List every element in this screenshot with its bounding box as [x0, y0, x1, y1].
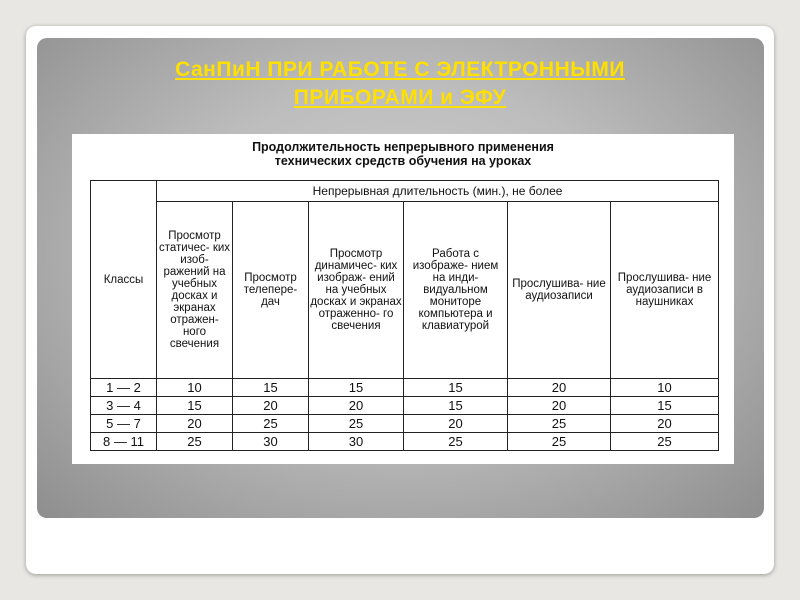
- value-cell: 20: [508, 379, 611, 397]
- col-header-dynamic-images: Просмотр динамичес- ких изображ- ений на учебных досках и экранах отраженно- го свечения: [309, 202, 404, 379]
- duration-table: [90, 180, 719, 451]
- slide-title-line-2: ПРИБОРАМИ и ЭФУ: [293, 86, 507, 109]
- table-image: [72, 134, 734, 464]
- value-cell: 25: [157, 433, 233, 451]
- value-cell: 15: [404, 397, 508, 415]
- value-cell: 20: [157, 415, 233, 433]
- table-caption: [72, 140, 734, 168]
- col-header-tv: Просмотр телепере- дач: [233, 202, 309, 379]
- grade-cell: 1 — 2: [91, 379, 157, 397]
- value-cell: 25: [233, 415, 309, 433]
- grade-cell: 8 — 11: [91, 433, 157, 451]
- value-cell: 15: [233, 379, 309, 397]
- value-cell: 15: [404, 379, 508, 397]
- value-cell: 30: [233, 433, 309, 451]
- slide-title: [60, 56, 740, 112]
- table-row: [91, 433, 719, 451]
- value-cell: 25: [508, 433, 611, 451]
- value-cell: 10: [611, 379, 719, 397]
- value-cell: 10: [157, 379, 233, 397]
- value-cell: 25: [309, 415, 404, 433]
- value-cell: 25: [404, 433, 508, 451]
- value-cell: 20: [611, 415, 719, 433]
- value-cell: 15: [309, 379, 404, 397]
- row-header-grades: Классы: [91, 181, 157, 379]
- grade-cell: 5 — 7: [91, 415, 157, 433]
- slide-title-line-1: СанПиН ПРИ РАБОТЕ С ЭЛЕКТРОННЫМИ: [175, 58, 625, 81]
- col-header-headphones: Прослушива- ние аудиозаписи в наушниках: [611, 202, 719, 379]
- table-caption-line-1: Продолжительность непрерывного применения: [252, 140, 554, 154]
- grade-cell: 3 — 4: [91, 397, 157, 415]
- table-row: [91, 397, 719, 415]
- value-cell: 20: [233, 397, 309, 415]
- col-header-static-images: Просмотр статичес- ких изоб- ражений на учебных досках и экранах отражен- ного свечения: [157, 202, 233, 379]
- col-header-audio: Прослушива- ние аудиозаписи: [508, 202, 611, 379]
- value-cell: 20: [508, 397, 611, 415]
- table-row: [91, 415, 719, 433]
- group-header: Непрерывная длительность (мин.), не более: [157, 181, 719, 202]
- table-row: [91, 379, 719, 397]
- value-cell: 15: [157, 397, 233, 415]
- value-cell: 20: [404, 415, 508, 433]
- value-cell: 25: [508, 415, 611, 433]
- value-cell: 30: [309, 433, 404, 451]
- value-cell: 25: [611, 433, 719, 451]
- value-cell: 15: [611, 397, 719, 415]
- col-header-computer: Работа с изображе- нием на инди- видуальном мониторе компьютера и клавиатурой: [404, 202, 508, 379]
- value-cell: 20: [309, 397, 404, 415]
- table-caption-line-2: технических средств обучения на уроках: [274, 154, 532, 168]
